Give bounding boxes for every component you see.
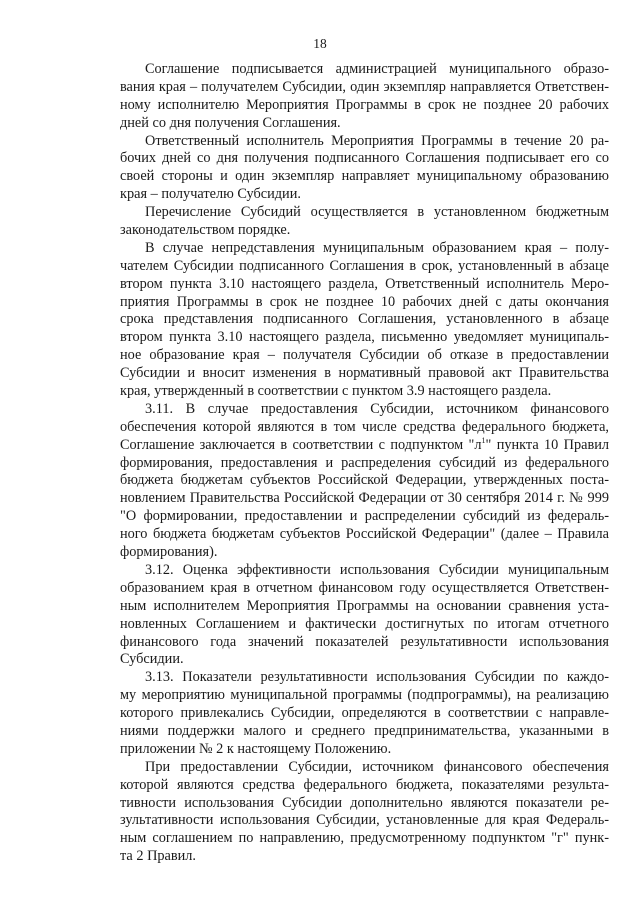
paragraph-3-13: [120, 669, 609, 758]
text-line: законодательством порядке.: [120, 222, 291, 239]
text-line: зультативности использования Субсидии, установленные для края Федераль-: [120, 812, 609, 829]
paragraph-transfer: [120, 204, 609, 240]
text-line: 3.11. В случае предоставления Субсидии, источником финансового: [145, 400, 609, 417]
text-line: чателем Субсидии подписанного Соглашения в срок, установленный в абзаце: [120, 257, 609, 274]
text-line: которой являются средства федерального бюджета, показателями результа-: [120, 776, 609, 793]
text-line: та 2 Правил.: [120, 848, 196, 865]
page-number: 18: [313, 36, 327, 51]
text-line: Субсидии и вносит изменения в нормативный правовой акт Правительства: [120, 365, 609, 382]
paragraph-3-11: [120, 401, 609, 562]
text-line: му мероприятию муниципальной программы (подпрограммы), на реализацию: [120, 687, 609, 704]
text-line: края, утвержденный в соответствии с пунктом 3.9 настоящего раздела.: [120, 383, 552, 400]
text-line: Ответственный исполнитель Мероприятия Программы в течение 20 ра-: [145, 132, 609, 149]
text-line: ного бюджета бюджетам субъектов Российской Федерации" (далее – Правила: [120, 526, 609, 543]
text-line: При предоставлении Субсидии, источником финансового обеспечения: [145, 758, 609, 775]
text-line: вания края – получателем Субсидии, один экземпляр направляется Ответствен-: [120, 78, 609, 95]
paragraph-3-12: [120, 562, 609, 669]
text-line: ниями поддержки малого и среднего предпринимательства, указанными в: [120, 722, 609, 739]
text-line: образованием края в отчетном финансовом году осуществляется Ответствен-: [120, 579, 609, 596]
text-line: Перечисление Субсидий осуществляется в установленном бюджетным: [145, 204, 609, 221]
superscript: 1: [481, 436, 486, 445]
text-line: обеспечения которой являются в том числе средства федерального бюджета,: [120, 418, 609, 435]
text-line: Субсидии.: [120, 651, 184, 668]
paragraph-executor-signs: [120, 133, 609, 205]
text-line: 3.12. Оценка эффективности использования Субсидии муниципальным: [145, 561, 609, 578]
text-line: тивности использования Субсидии дополнительно являются показатели ре-: [120, 794, 609, 811]
text-line: втором пункта 3.10 настоящего раздела, Ответственный исполнитель Меро-: [120, 275, 609, 292]
text-line: края – получателю Субсидии.: [120, 186, 301, 203]
text-line-with-superscript: Соглашение заключается в соответствии с подпунктом "$л^1$" пункта 10 Правил: [120, 436, 609, 453]
text-line: бюджета бюджетам субъектов Российской Федерации, утвержденных поста-: [120, 472, 609, 489]
paragraph-signing: [120, 61, 609, 133]
text-line: 3.13. Показатели результативности использования Субсидии по каждо-: [145, 669, 609, 686]
text-line: ному исполнителю Мероприятия Программы в срок не позднее 20 рабочих: [120, 96, 609, 113]
text-line: приятия Программы в срок не позднее 10 рабочих дней с даты окончания: [120, 293, 609, 310]
text-line: Соглашение подписывается администрацией муниципального образо-: [145, 61, 609, 77]
text-line: новленных Соглашением и фактически достигнутых по итогам отчетного: [120, 615, 609, 632]
paragraph-federal-indicators: [120, 759, 609, 866]
text-line: ное образование края – получателя Субсидии об отказе в предоставлении: [120, 347, 609, 364]
text-line: срока представления подписанного Соглашения, установленного в абзаце: [120, 311, 609, 328]
document-body: [120, 61, 609, 866]
text-line: финансового года значений показателей результативности использования: [120, 633, 609, 650]
text-line: приложении № 2 к настоящему Положению.: [120, 740, 392, 757]
text-line: формирования, предоставления и распределения субсидий из федерального: [120, 454, 609, 471]
text-line: ным исполнителем Мероприятия Программы на основании сравнения уста-: [120, 597, 609, 614]
text-line: новлением Правительства Российской Федерации от 30 сентября 2014 г. № 999: [120, 490, 609, 507]
text-line: бочих дней со дня получения подписанного Соглашения подписывает его со: [120, 150, 609, 167]
text-line: формирования).: [120, 544, 218, 561]
text-line: которого привлекались Субсидии, определяются в соответствии с направле-: [120, 705, 609, 722]
text-line: ным соглашением по направлению, предусмотренному подпунктом "г" пунк-: [120, 830, 609, 847]
text-line: В случае непредставления муниципальным образованием края – полу-: [145, 239, 609, 256]
text-line: дней со дня получения Соглашения.: [120, 114, 341, 131]
paragraph-non-submission: [120, 240, 609, 401]
text-line: своей стороны и один экземпляр направляет муниципальному образованию: [120, 168, 609, 185]
text-line: "О формировании, предоставлении и распределении субсидий из федераль-: [120, 508, 609, 525]
text-line: втором пункта 3.10 настоящего раздела, письменно уведомляет муниципаль-: [120, 329, 609, 346]
